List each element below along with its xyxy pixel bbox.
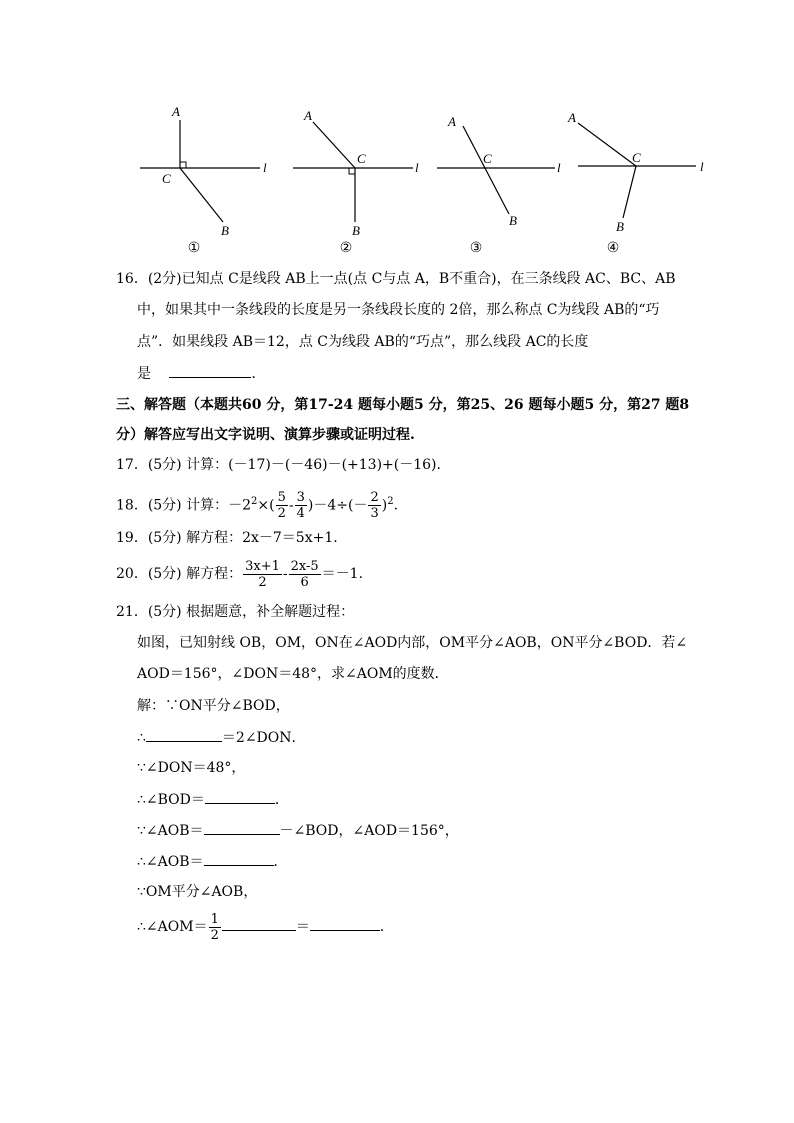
- label-a: A: [568, 110, 576, 125]
- q21-step-4: ∴∠BOD＝ ．: [137, 789, 289, 810]
- figure-2-diagram: [293, 100, 433, 240]
- q16-text-shi: 是: [137, 366, 151, 382]
- q18-dot: .: [393, 497, 399, 514]
- label-l: l: [557, 160, 561, 175]
- q18: [116, 482, 398, 522]
- q20-end: ＝－1.: [321, 566, 364, 582]
- figure-1-diagram: [135, 100, 275, 240]
- label-b: B: [221, 223, 229, 238]
- section-3-heading-cont: 分）解答应写出文字说明、演算步骤或证明过程.: [116, 427, 415, 443]
- half-fraction: $\frac{1}{2}$: [210, 911, 219, 943]
- q21-stem-2: AOD＝156°，∠DON＝48°，求∠AOM的度数．: [137, 666, 449, 682]
- q20-frac-1: $\frac{3x+1}{2}$: [245, 558, 280, 590]
- figure-4-diagram: [568, 100, 718, 240]
- q20-minus: -: [282, 566, 288, 582]
- answer-blank[interactable]: [222, 916, 296, 931]
- label-l: l: [700, 159, 704, 174]
- q16-line-2: 中，如果其中一条线段的长度是另一条线段长度的 2倍，那么称点 C为线段 AB的“巧: [137, 302, 660, 318]
- figures-row: [130, 100, 720, 260]
- q18-endexp: 2: [387, 496, 394, 507]
- q18-minus: -: [288, 497, 294, 514]
- label-b: B: [509, 213, 517, 228]
- q21-step-6: ∴∠AOB＝ ．: [137, 851, 288, 872]
- figure-2: [293, 100, 433, 260]
- label-c: C: [483, 151, 492, 166]
- figure-1: [135, 100, 275, 260]
- answer-blank[interactable]: [204, 820, 280, 835]
- figure-number: ③: [469, 240, 483, 256]
- answer-blank[interactable]: [204, 851, 274, 866]
- answer-blank[interactable]: [205, 789, 275, 804]
- q18-times: ×(: [257, 497, 275, 514]
- q20: [116, 554, 363, 594]
- figure-3: [437, 100, 577, 260]
- label-a: A: [172, 104, 180, 119]
- label-b: B: [352, 223, 360, 238]
- q16-line-4: [137, 363, 265, 384]
- figure-number: ②: [339, 240, 353, 256]
- q21-title: 21．(5分) 根据题意，补全解题过程：: [116, 604, 355, 620]
- q21-step-8: ∴∠AOM＝ $\frac{1}{2}$ ＝ ．: [137, 911, 394, 943]
- label-b: B: [616, 219, 624, 234]
- q16-line-3: 点”．如果线段 AB＝12，点 C为线段 AB的“巧点”，那么线段 AC的长度: [137, 334, 589, 350]
- label-a: A: [448, 114, 456, 129]
- q21-step-5: ∵∠AOB＝ －∠BOD，∠AOD＝156°，: [137, 820, 459, 841]
- figure-3-diagram: [437, 100, 577, 240]
- q18-end: ): [381, 497, 388, 514]
- q21-step-2: ∴ ＝2∠DON．: [137, 727, 306, 748]
- q18-exp: 2: [251, 496, 258, 507]
- section-3-heading: 三、解答题（本题共60 分，第17-24 题每小题5 分，第25、26 题每小题5 分，第27 题8: [116, 397, 690, 413]
- q21-step-7: ∵OM平分∠AOB，: [137, 884, 258, 900]
- q18-frac-3: $\frac{2}{3}$: [370, 490, 379, 522]
- q18-frac-1: $\frac{5}{2}$: [277, 490, 286, 522]
- q16-line-1: 16．(2分)已知点 C是线段 AB上一点(点 C与点 A，B不重合)，在三条线段 AC、BC、AB: [116, 271, 676, 287]
- q21-step-3: ∵∠DON＝48°，: [137, 760, 246, 776]
- label-c: C: [357, 151, 366, 166]
- label-a: A: [304, 108, 312, 123]
- q20-frac-2: $\frac{2x-5}{6}$: [290, 558, 319, 590]
- label-c: C: [632, 150, 641, 165]
- q20-prefix: 20．(5分) 解方程：: [116, 566, 243, 582]
- answer-blank[interactable]: [146, 727, 222, 742]
- label-l: l: [415, 160, 419, 175]
- figure-4: [568, 100, 718, 260]
- q18-neg2: －2: [228, 497, 252, 514]
- q21-step-1: 解：∵ON平分∠BOD，: [137, 698, 290, 714]
- figure-number: ④: [606, 240, 620, 256]
- label-c: C: [162, 171, 171, 186]
- q18-mid: )－4÷(－: [307, 497, 368, 514]
- q17: 17．(5分) 计算：(－17)－(－46)－(+13)+(－16).: [116, 457, 441, 473]
- q19: 19．(5分) 解方程：2x－7＝5x+1.: [116, 530, 338, 546]
- answer-blank[interactable]: [310, 916, 380, 931]
- q18-frac-2: $\frac{3}{4}$: [296, 490, 305, 522]
- answer-blank[interactable]: [169, 363, 251, 378]
- q21-stem-1: 如图，已知射线 OB，OM，ON在∠AOD内部，OM平分∠AOB，ON平分∠BOD．若∠: [137, 635, 688, 651]
- label-l: l: [263, 160, 267, 175]
- q16-period: ．: [251, 366, 266, 382]
- figure-number: ①: [187, 240, 201, 256]
- q18-prefix: 18．(5分) 计算：: [116, 497, 229, 514]
